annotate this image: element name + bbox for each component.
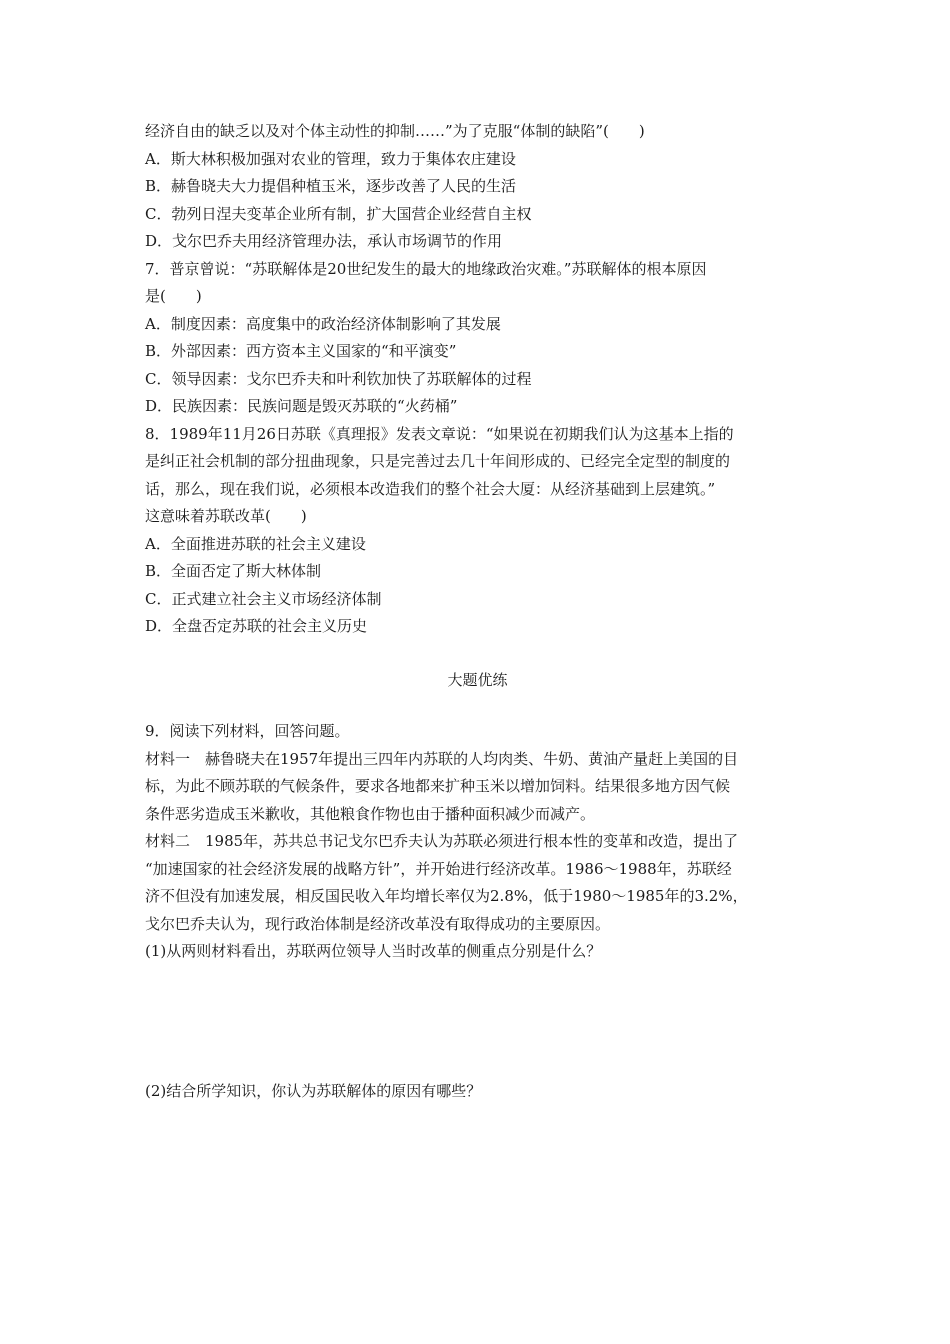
question-8-option-a[interactable]: A．全面推进苏联的社会主义建设 bbox=[145, 534, 366, 553]
question-9-intro: 9．阅读下列材料，回答问题。 bbox=[145, 722, 350, 740]
question-7-stem-line-1: 7．普京曾说：“苏联解体是20世纪发生的最大的地缘政治灾难。”苏联解体的根本原因 bbox=[145, 259, 707, 278]
question-9-sub-1: (1)从两则材料看出，苏联两位领导人当时改革的侧重点分别是什么？ bbox=[145, 942, 602, 960]
question-7-option-c[interactable]: C．领导因素：戈尔巴乔夫和叶利钦加快了苏联解体的过程 bbox=[145, 369, 532, 388]
question-6-option-a[interactable]: A．斯大林积极加强对农业的管理，致力于集体农庄建设 bbox=[145, 149, 516, 168]
material-2 bbox=[145, 828, 810, 938]
question-8-stem-line-1: 8．1989年11月26日苏联《真理报》发表文章说：“如果说在初期我们认为这基本上指的 bbox=[145, 424, 734, 443]
question-6-option-c[interactable]: C．勃列日涅夫变革企业所有制，扩大国营企业经营自主权 bbox=[145, 204, 532, 223]
answer-space-1[interactable] bbox=[145, 966, 810, 1078]
material-2-line-4: 戈尔巴乔夫认为，现行政治体制是经济改革没有取得成功的主要原因。 bbox=[145, 914, 611, 933]
question-8-stem-line-2: 是纠正社会机制的部分扭曲现象，只是完善过去几十年间形成的、已经完全定型的制度的 bbox=[145, 452, 731, 470]
question-9 bbox=[145, 718, 810, 1105]
question-8 bbox=[145, 421, 810, 641]
question-7-stem-line-2: 是( ) bbox=[145, 287, 202, 305]
question-7-option-d[interactable]: D．民族因素：民族问题是毁灭苏联的“火药桶” bbox=[145, 397, 458, 415]
material-2-line-2: “加速国家的社会经济发展的战略方针”，并开始进行经济改革。1986～1988年，苏联经 bbox=[145, 859, 732, 878]
question-8-option-d[interactable]: D．全盘否定苏联的社会主义历史 bbox=[145, 617, 368, 635]
question-7-option-b[interactable]: B．外部因素：西方资本主义国家的“和平演变” bbox=[145, 342, 457, 360]
question-6 bbox=[145, 118, 810, 256]
section-title: 大题优练 bbox=[447, 670, 508, 689]
material-1-line-2: 标，为此不顾苏联的气候条件，要求各地都来扩种玉米以增加饲料。结果很多地方因气候 bbox=[145, 777, 731, 795]
material-1-line-3: 条件恶劣造成玉米歉收，其他粮食作物也由于播种面积减少而减产。 bbox=[145, 804, 596, 823]
document-page bbox=[145, 118, 810, 1105]
question-8-option-c[interactable]: C．正式建立社会主义市场经济体制 bbox=[145, 589, 382, 608]
question-8-option-b[interactable]: B．全面否定了斯大林体制 bbox=[145, 562, 322, 580]
material-1 bbox=[145, 746, 810, 829]
question-6-stem: 经济自由的缺乏以及对个体主动性的抑制……”为了克服“体制的缺陷”( ) bbox=[145, 122, 645, 140]
material-1-line-1: 材料一 赫鲁晓夫在1957年提出三四年内苏联的人均肉类、牛奶、黄油产量赶上美国的目 bbox=[145, 749, 739, 768]
question-7 bbox=[145, 256, 810, 421]
material-2-line-1: 材料二 1985年，苏共总书记戈尔巴乔夫认为苏联必须进行根本性的变革和改造，提出了 bbox=[145, 832, 739, 850]
material-2-line-3: 济不但没有加速发展，相反国民收入年均增长率仅为2.8%，低于1980～1985年的3.2%， bbox=[145, 887, 748, 905]
question-9-sub-2: (2)结合所学知识，你认为苏联解体的原因有哪些？ bbox=[145, 1081, 482, 1100]
question-8-stem-line-3: 话，那么，现在我们说，必须根本改造我们的整个社会大厦：从经济基础到上层建筑。” bbox=[145, 479, 716, 498]
question-8-stem-line-4: 这意味着苏联改革( ) bbox=[145, 507, 307, 525]
question-6-option-d[interactable]: D．戈尔巴乔夫用经济管理办法，承认市场调节的作用 bbox=[145, 232, 503, 250]
question-6-option-b[interactable]: B．赫鲁晓夫大力提倡种植玉米，逐步改善了人民的生活 bbox=[145, 177, 517, 195]
question-7-option-a[interactable]: A．制度因素：高度集中的政治经济体制影响了其发展 bbox=[145, 314, 501, 333]
